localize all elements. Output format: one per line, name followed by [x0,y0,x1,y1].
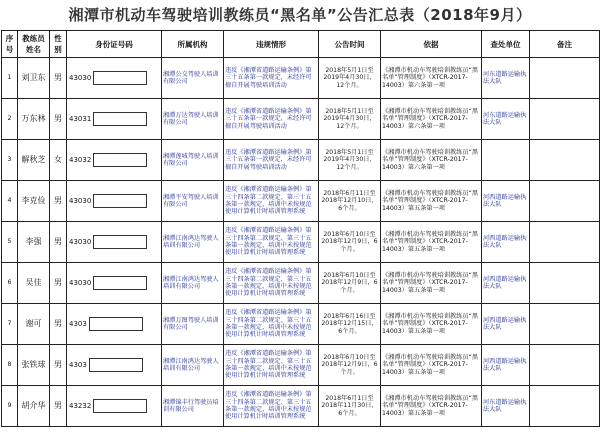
cell-organization [162,140,224,181]
cell-basis [381,99,482,140]
page-title: 湘潭市机动车驾驶培训教练员“黑名单”公告汇总表（2018年9月） [68,6,532,24]
cell-organization [162,58,224,99]
cell-notice-time [319,386,381,427]
cell-name-text: 李克俭 [21,196,46,206]
cell-notice-time [319,140,381,181]
cell-gender-text: 男 [54,278,62,288]
column-header: 公告时间 [319,31,381,58]
cell-organization [162,304,224,345]
cell-remark [530,58,600,99]
cell-organization-text: 湘潭江南鸿达驾驶人培训有限公司 [163,275,219,290]
cell-id-number [67,345,162,386]
cell-number-text: 4 [7,197,12,205]
cell-enforcement-unit-text: 河西道路运输执法大队 [483,275,527,290]
cell-id-number [67,140,162,181]
cell-enforcement-unit-text: 河东道路运输执法大队 [483,398,527,413]
cell-number [2,222,18,263]
column-header: 备注 [530,31,600,58]
cell-gender [50,304,67,345]
cell-basis-text: 《湘潭市机动车驾驶培训教练员“黑名单”管理制度》（XTCR-2017-14003）第六条第一项 [382,148,479,171]
cell-gender-text: 男 [54,114,62,124]
cell-notice-time [319,222,381,263]
cell-name-text: 李强 [25,237,42,247]
cell-violation-text: 违反《湘潭省道路运输条例》第三十五条第一款规定，未经许可擅自开展驾驶培训活动 [225,107,312,130]
table-row [2,181,600,222]
cell-enforcement-unit [482,386,530,427]
redaction-box [93,153,147,167]
cell-enforcement-unit-text: 河西道路运输执法大队 [483,316,527,331]
cell-organization [162,181,224,222]
table-header-row [2,31,600,58]
cell-gender [50,181,67,222]
column-header: 违规情形 [224,31,319,58]
cell-enforcement-unit [482,222,530,263]
redaction-box [93,194,147,208]
column-header: 所属机构 [162,31,224,58]
cell-violation [224,181,319,222]
cell-organization-text: 湘潭江南鸿达驾驶人培训有限公司 [163,234,219,249]
cell-violation [224,386,319,427]
cell-number [2,181,18,222]
blacklist-table [1,30,600,427]
cell-basis-text: 《湘潭市机动车驾驶培训教练员“黑名单”管理制度》（XTCR-2017-14003）第六条第一项 [382,66,479,89]
table-row [2,345,600,386]
redaction-box [93,71,147,85]
cell-notice-time-text: 2018年5月1日至2019年4月30日，12个月。 [323,148,376,171]
cell-id-number-text: 43032 [69,156,92,164]
cell-id-number [67,263,162,304]
cell-enforcement-unit-text: 河西道路运输执法大队 [483,234,527,249]
cell-gender-text: 男 [54,237,62,247]
cell-organization-text: 湘潭莲城驾驶人培训有限公司 [163,152,219,167]
table-row [2,140,600,181]
redaction-box [89,358,143,372]
cell-number-text: 5 [7,238,12,246]
table-row [2,222,600,263]
cell-violation [224,140,319,181]
cell-remark [530,304,600,345]
cell-enforcement-unit [482,140,530,181]
table-row [2,263,600,304]
cell-violation [224,99,319,140]
cell-violation-text: 违反《湘潭省道路运输条例》第三十五条第一款规定，未经许可擅自开展驾驶培训活动 [225,148,312,171]
redaction-box [89,317,143,331]
cell-violation [224,58,319,99]
cell-number-text: 2 [7,115,12,123]
cell-gender-text: 男 [54,73,62,83]
cell-organization-text: 湘潭江南鸿达驾驶人培训有限公司 [163,357,219,372]
cell-id-number [67,222,162,263]
cell-number-text: 6 [7,279,12,287]
cell-enforcement-unit-text: 河东道路运输执法大队 [483,70,527,85]
cell-enforcement-unit [482,99,530,140]
cell-number-text: 8 [7,361,12,369]
cell-name [18,386,50,427]
cell-organization [162,222,224,263]
column-header: 查处单位 [482,31,530,58]
cell-enforcement-unit [482,263,530,304]
cell-name-text: 刘卫东 [21,73,46,83]
cell-name [18,181,50,222]
cell-violation-text: 违反《湘潭省道路运输条例》第三十四条第二款规定、第三十五条第一款规定，培训中未按规范使用计算机计时培训管理系统 [225,227,312,257]
cell-gender [50,140,67,181]
cell-notice-time [319,263,381,304]
cell-gender [50,99,67,140]
cell-organization [162,263,224,304]
cell-gender [50,345,67,386]
table-row [2,58,600,99]
cell-remark [530,386,600,427]
cell-basis-text: 《湘潭市机动车驾驶培训教练员“黑名单”管理制度》（XTCR-2017-14003）第五条第一项 [382,271,479,294]
cell-remark [530,222,600,263]
cell-gender-text: 女 [54,155,62,165]
cell-id-number [67,181,162,222]
cell-name-text: 谢可 [25,319,42,329]
cell-number-text: 9 [7,402,12,410]
column-header: 身份证号码 [67,31,162,58]
cell-basis [381,386,482,427]
cell-notice-time-text: 2018年6月1日至2018年11月30日，6个月。 [321,394,378,417]
cell-organization-text: 湘潭公交驾驶人培训有限公司 [163,70,219,85]
cell-basis [381,263,482,304]
cell-violation [224,222,319,263]
redaction-box [93,235,147,249]
cell-id-number-text: 43030 [69,197,92,205]
cell-notice-time-text: 2018年6月10日至2018年12月9日，6个月。 [321,353,378,376]
cell-name [18,304,50,345]
cell-basis [381,181,482,222]
cell-basis [381,345,482,386]
cell-gender-text: 男 [54,401,62,411]
cell-enforcement-unit [482,304,530,345]
cell-basis [381,58,482,99]
cell-id-number-text: 4303 [69,361,87,369]
cell-basis-text: 《湘潭市机动车驾驶培训教练员“黑名单”管理制度》（XTCR-2017-14003）第五条第一项 [382,312,479,335]
cell-organization [162,345,224,386]
cell-notice-time-text: 2018年5月1日至2019年4月30日，12个月。 [323,66,376,89]
cell-violation-text: 违反《湘潭省道路运输条例》第三十四条第二款规定、第三十五条第一款规定，培训中未按规范使用计算机计时培训管理系统 [225,391,312,421]
redaction-box [93,276,147,290]
cell-basis-text: 《湘潭市机动车驾驶培训教练员“黑名单”管理制度》（XTCR-2017-14003）第五条第一项 [382,189,479,212]
column-header: 序号 [2,31,18,58]
cell-gender [50,386,67,427]
cell-id-number [67,304,162,345]
cell-id-number-text: 43031 [69,115,92,123]
cell-number [2,263,18,304]
cell-violation [224,263,319,304]
cell-remark [530,181,600,222]
cell-enforcement-unit-text: 河东道路运输执法大队 [483,111,527,126]
cell-basis [381,140,482,181]
table-row [2,386,600,427]
cell-organization-text: 湘潭万图驾驶人培训有限公司 [163,316,219,331]
cell-organization-text: 湘潭万达驾驶人培训有限公司 [163,111,219,126]
cell-name [18,222,50,263]
cell-basis-text: 《湘潭市机动车驾驶培训教练员“黑名单”管理制度》（XTCR-2017-14003）第五条第一项 [382,353,479,376]
cell-notice-time-text: 2018年6月10日至2018年12月9日，6个月。 [321,230,378,253]
cell-basis [381,304,482,345]
cell-basis-text: 《湘潭市机动车驾驶培训教练员“黑名单”管理制度》（XTCR-2017-14003）第六条第一项 [382,107,479,130]
cell-number [2,140,18,181]
cell-notice-time [319,304,381,345]
cell-number [2,345,18,386]
cell-remark [530,263,600,304]
cell-notice-time [319,181,381,222]
column-header: 性别 [50,31,67,58]
cell-organization [162,99,224,140]
cell-gender-text: 男 [54,360,62,370]
cell-gender [50,58,67,99]
cell-violation-text: 违反《湘潭省道路运输条例》第三十四条第二款规定、第三十五条第一款规定，培训中未按规范使用计算机计时培训管理系统 [225,186,312,216]
cell-name-text: 胡介华 [21,401,46,411]
cell-name-text: 吴佳 [25,278,42,288]
cell-name-text: 万东林 [21,114,46,124]
cell-violation-text: 违反《湘潭省道路运输条例》第三十四条第二款规定、第三十五条第一款规定，培训中未按规范使用计算机计时培训管理系统 [225,350,312,380]
cell-gender [50,222,67,263]
cell-id-number [67,58,162,99]
cell-enforcement-unit-text: 河西道路运输执法大队 [483,193,527,208]
cell-id-number [67,386,162,427]
table-body [2,58,600,427]
cell-name [18,140,50,181]
cell-name [18,345,50,386]
cell-name-text: 解秋芝 [21,155,46,165]
cell-enforcement-unit [482,345,530,386]
cell-name-text: 张铁球 [21,360,46,370]
cell-notice-time [319,345,381,386]
cell-basis [381,222,482,263]
cell-number [2,304,18,345]
table-row [2,99,600,140]
cell-basis-text: 《湘潭市机动车驾驶培训教练员“黑名单”管理制度》（XTCR-2017-14003）第五条第一项 [382,394,479,417]
cell-id-number-text: 4303 [69,320,87,328]
cell-enforcement-unit [482,58,530,99]
cell-notice-time [319,99,381,140]
cell-number [2,386,18,427]
cell-remark [530,140,600,181]
redaction-box [93,112,147,126]
cell-id-number-text: 43030 [69,74,92,82]
cell-basis-text: 《湘潭市机动车驾驶培训教练员“黑名单”管理制度》（XTCR-2017-14003）第五条第一项 [382,230,479,253]
cell-notice-time [319,58,381,99]
redaction-box [93,399,147,413]
cell-notice-time-text: 2018年6月11日至2018年12月10日，6个月。 [321,189,378,212]
cell-id-number [67,99,162,140]
cell-enforcement-unit [482,181,530,222]
cell-number-text: 3 [7,156,12,164]
table-row [2,304,600,345]
cell-number [2,99,18,140]
cell-violation [224,304,319,345]
cell-name [18,58,50,99]
cell-gender-text: 男 [54,319,62,329]
cell-enforcement-unit-text: 河西道路运输执法大队 [483,357,527,372]
cell-violation-text: 违反《湘潭省道路运输条例》第三十四条第二款规定、第三十五条第一款规定，培训中未按规范使用计算机计时培训管理系统 [225,309,312,339]
cell-name [18,99,50,140]
cell-organization-text: 湘潭平安驾驶人培训有限公司 [163,193,219,208]
cell-id-number-text: 43232 [69,402,92,410]
cell-organization-text: 湘潭锦丰行驾驶员培训有限公司 [163,398,219,413]
cell-remark [530,345,600,386]
cell-organization [162,386,224,427]
cell-notice-time-text: 2018年6月10日至2018年12月9日，6个月。 [321,271,378,294]
column-header: 教练员姓名 [18,31,50,58]
cell-gender-text: 男 [54,196,62,206]
cell-violation [224,345,319,386]
column-header: 依据 [381,31,482,58]
cell-gender [50,263,67,304]
cell-notice-time-text: 2018年6月16日至2018年12月15日，6个月。 [321,312,378,335]
cell-notice-time-text: 2018年5月1日至2019年4月30日，12个月。 [323,107,376,130]
cell-id-number-text: 43030 [69,238,92,246]
cell-number-text: 1 [7,74,12,82]
cell-number-text: 7 [7,320,12,328]
cell-violation-text: 违反《湘潭省道路运输条例》第三十五条第一款规定，未经许可擅自开展驾驶培训活动 [225,66,312,89]
cell-number [2,58,18,99]
cell-name [18,263,50,304]
cell-violation-text: 违反《湘潭省道路运输条例》第三十四条第二款规定、第三十五条第一款规定，培训中未按规范使用计算机计时培训管理系统 [225,268,312,298]
cell-remark [530,99,600,140]
cell-id-number-text: 43030 [69,279,92,287]
